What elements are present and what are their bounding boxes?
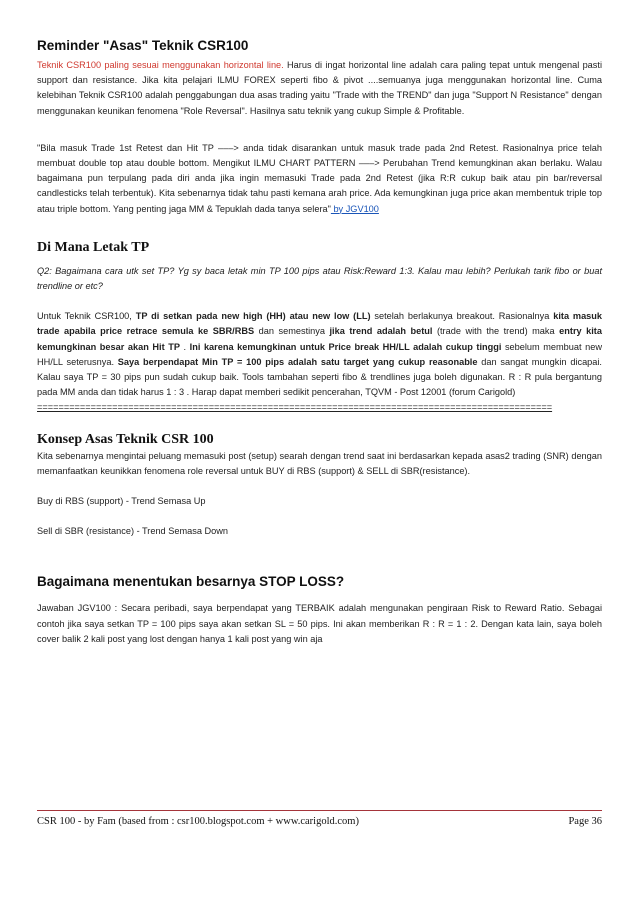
answer-text: sebelum membuat new HH/LL seterusnya. (37, 341, 602, 367)
paragraph-retest-quote (37, 141, 602, 217)
answer-text: Untuk Teknik CSR100, (37, 311, 136, 322)
page-footer (37, 810, 602, 827)
answer-bold: entry kita kemungkinan besar akan Hit TP (37, 326, 602, 352)
answer-bold: kita masuk trade apabila price retrace semula ke SBR/RBS (37, 311, 603, 337)
answer-paragraph (37, 309, 602, 400)
question-text (37, 264, 602, 294)
answer-text: dan semestinya (254, 326, 330, 337)
question-italic: Q2: Bagaimana cara utk set TP? Yg sy baca letak min TP 100 pips atau Risk:Reward 1:3. Kalau mau lebih? Perlukah tarik fibo or buat trendline or etc? (37, 265, 602, 292)
highlight-red-text: Teknik CSR100 paling sesuai menggunakan horizontal line. (37, 60, 284, 70)
buy-rule: Buy di RBS (support) - Trend Semasa Up (37, 496, 206, 507)
paragraph-horizontal-line (37, 58, 602, 119)
paragraph-text: Harus di ingat horizontal line adalah cara paling tepat untuk mengenal pasti support dan resistance. Jika kita pelajari ILMU FOREX seperti fibo & pivot ....semuanya juga menggunakan horizontal line. Cuma kelebihan Teknik CSR100 adalah penggabungan dua asas trading yaitu "Trade with the TREND" dan juga "Support N Resistance" dengan menggunakan keunikan fenomena "Role Reversal". Hasilnya satu teknik yang cukup Simple & Profitable. (37, 60, 602, 116)
page-number: Page 36 (568, 816, 602, 827)
heading-stop-loss: Bagaimana menentukan besarnya STOP LOSS? (37, 574, 345, 590)
author-link[interactable]: by JGV100 (330, 203, 379, 214)
paragraph-konsep: Kita sebenarnya mengintai peluang memasuki post (setup) searah dengan trend saat ini berdasarkan kepada asas2 trading (SNR) dengan memanfaatkan keunikkan fenomena role reversal untuk BUY di RBS (support) & SELL di SBR(resistance). (37, 450, 602, 476)
answer-bold: jika trend adalah betul (329, 326, 433, 337)
answer-text: setelah berlakunya breakout. Rasionalnya (370, 311, 554, 322)
answer-bold: TP di setkan pada new high (HH) atau new low (LL) (135, 311, 371, 322)
separator-line: ================================================================================================ (37, 402, 553, 413)
paragraph-stop-loss: Jawaban JGV100 : Secara peribadi, saya berpendapat yang TERBAIK adalah mengunakan pengiraan Risk to Reward Ratio. Sebagai contoh jika saya setkan TP = 100 pips saya akan setkan SL = 50 pips. Ini akan memberikan R : R = 1 : 2. Dengan kata lain, saya boleh cover balik 2 kali post yang lost dengan hanya 1 kali post yang win aja (37, 603, 602, 644)
heading-konsep-asas: Konsep Asas Teknik CSR 100 (37, 431, 214, 447)
answer-bold: Ini karena kemungkinan untuk Price break HH/LL adalah cukup tinggi (189, 341, 502, 352)
answer-text: dan sangat mungkin dicapai. Kalau saya TP = 30 pips pun sudah cukup baik. Tools tambahan seperti fibo & trendlines juga boleh digunakan. R : R pula bergantung pada MM anda dan tidak harus 1 : 3 . Harap dapat memberi sedikit pencerahan, TQVM - Post 12001 (forum Carigold) (37, 356, 602, 398)
answer-text: (trade with the trend) maka (432, 326, 560, 337)
page-content (37, 37, 602, 647)
heading-letak-tp: Di Mana Letak TP (37, 239, 150, 255)
sell-rule: Sell di SBR (resistance) - Trend Semasa Down (37, 526, 228, 537)
answer-text: . (179, 341, 190, 352)
quote-text: "Bila masuk Trade 1st Retest dan Hit TP –––> anda tidak disarankan untuk masuk trade pada 2nd Retest. Rasionalnya price telah membuat double top atau double bottom. Mengikut ILMU CHART PATTERN –––> Perubahan Trend kemungkinan akan berlaku. Walau bagaimana pun terpulang pada diri anda jika ingin memasuki Trade pada 2nd Retest (jika R:R cukup baik atau pin bar/reversal candlesticks telah terbentuk). Kita sebenarnya tidak tahu pasti kemana arah price. Ada kemungkinan juga price akan membentuk triple top atau triple bottom. Yang penting jaga MM & Tepuklah dada tanya selera" (37, 142, 602, 214)
footer-source: CSR 100 - by Fam (based from : csr100.blogspot.com + www.carigold.com) (37, 816, 359, 827)
answer-bold: Saya berpendapat Min TP = 100 pips adalah satu target yang cukup reasonable (117, 356, 478, 367)
heading-reminder: Reminder "Asas" Teknik CSR100 (37, 38, 249, 53)
